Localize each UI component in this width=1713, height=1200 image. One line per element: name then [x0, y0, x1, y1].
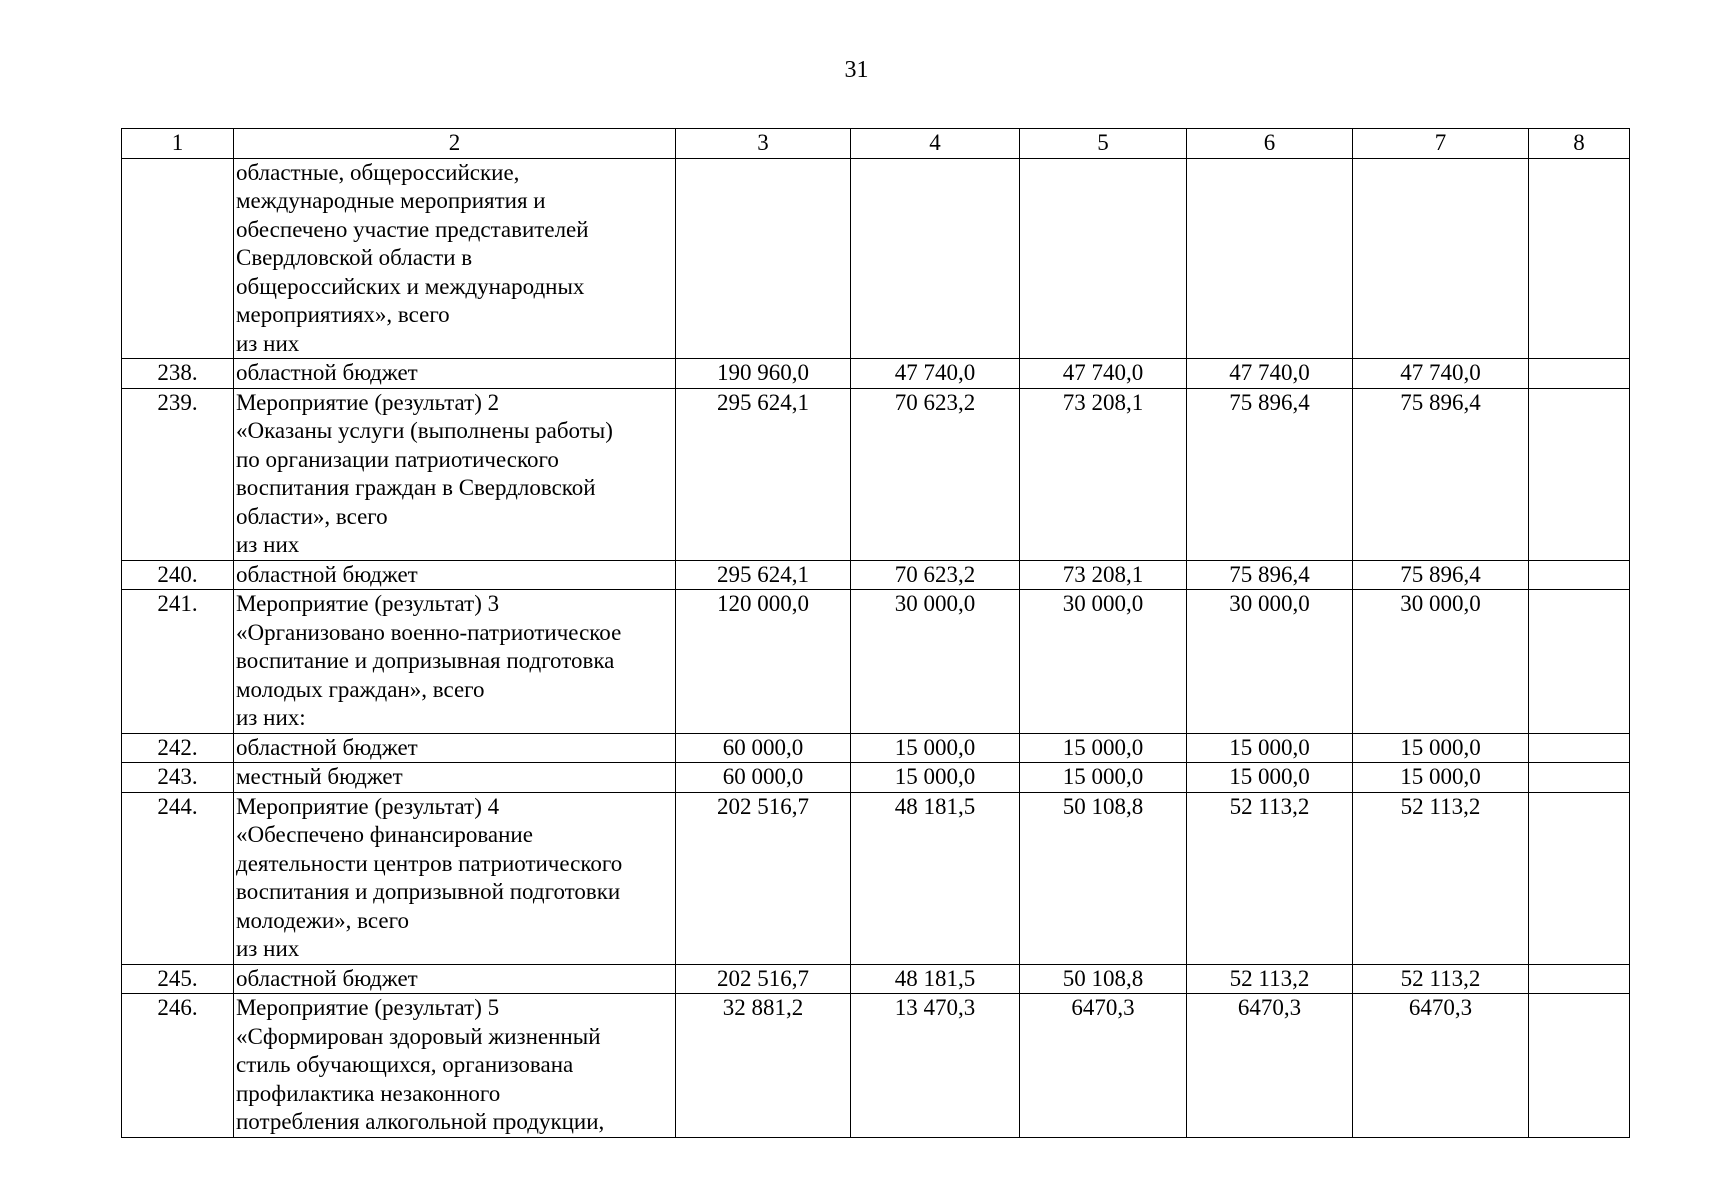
value-cell-col-7: 15 000,0: [1353, 763, 1529, 793]
description-line: Мероприятие (результат) 4: [236, 793, 500, 819]
page-number: 31: [844, 57, 869, 83]
description-line: областной бюджет: [236, 734, 418, 760]
description-line: из них: [236, 330, 300, 356]
row-number: 243.: [122, 763, 234, 793]
value-cell-col-6: 30 000,0: [1187, 590, 1353, 734]
description-line: местный бюджет: [236, 764, 403, 789]
value-cell-col-7: 52 113,2: [1353, 792, 1529, 964]
value-cell-col-8: [1529, 560, 1630, 590]
row-number: 245.: [122, 964, 234, 994]
value-cell-col-3: [676, 158, 851, 359]
value-cell-col-5: 50 108,8: [1020, 792, 1187, 964]
column-header: 2: [234, 129, 676, 159]
column-header: 1: [122, 129, 234, 159]
value-cell-col-8: [1529, 590, 1630, 734]
description-line: Мероприятие (результат) 5: [236, 995, 500, 1020]
value-cell-col-5: 30 000,0: [1020, 590, 1187, 734]
value-cell-col-5: 47 740,0: [1020, 359, 1187, 389]
value-cell-col-3: 32 881,2: [676, 994, 851, 1138]
row-description: [234, 733, 676, 763]
header-row: [122, 129, 1630, 159]
value-cell-col-7: 30 000,0: [1353, 590, 1529, 734]
table-row: [122, 763, 1630, 793]
value-cell-col-5: 73 208,1: [1020, 560, 1187, 590]
value-cell-col-5: 6470,3: [1020, 994, 1187, 1138]
value-cell-col-4: 70 623,2: [851, 560, 1020, 590]
description-line: «Организовано военно-патриотическое: [236, 619, 622, 645]
description-line: областные, общероссийские,: [236, 159, 520, 185]
value-cell-col-3: 202 516,7: [676, 792, 851, 964]
row-number: 246.: [122, 994, 234, 1138]
description-line: молодых граждан», всего: [236, 676, 485, 702]
budget-table: [121, 128, 1630, 1138]
description-line: стиль обучающихся, организована: [236, 1052, 574, 1077]
value-cell-col-5: 50 108,8: [1020, 964, 1187, 994]
row-description: [234, 158, 676, 359]
value-cell-col-8: [1529, 733, 1630, 763]
value-cell-col-5: 15 000,0: [1020, 733, 1187, 763]
description-line: деятельности центров патриотического: [236, 850, 623, 876]
value-cell-col-5: 73 208,1: [1020, 388, 1187, 560]
description-line: обеспечено участие представителей: [236, 216, 589, 242]
value-cell-col-4: [851, 158, 1020, 359]
row-description: [234, 763, 676, 793]
row-description: [234, 964, 676, 994]
value-cell-col-6: 52 113,2: [1187, 964, 1353, 994]
row-description: [234, 359, 676, 389]
value-cell-col-6: 15 000,0: [1187, 763, 1353, 793]
description-line: общероссийских и международных: [236, 273, 585, 299]
description-line: по организации патриотического: [236, 446, 559, 472]
value-cell-col-6: [1187, 158, 1353, 359]
description-line: потребления алкогольной продукции,: [236, 1109, 605, 1134]
value-cell-col-4: 13 470,3: [851, 994, 1020, 1138]
table-row: [122, 733, 1630, 763]
value-cell-col-6: 75 896,4: [1187, 560, 1353, 590]
value-cell-col-7: 75 896,4: [1353, 388, 1529, 560]
value-cell-col-4: 15 000,0: [851, 763, 1020, 793]
value-cell-col-6: 47 740,0: [1187, 359, 1353, 389]
description-line: молодежи», всего: [236, 907, 409, 933]
value-cell-col-8: [1529, 964, 1630, 994]
value-cell-col-8: [1529, 359, 1630, 389]
value-cell-col-6: 52 113,2: [1187, 792, 1353, 964]
value-cell-col-3: 190 960,0: [676, 359, 851, 389]
value-cell-col-7: 75 896,4: [1353, 560, 1529, 590]
table-row: [122, 359, 1630, 389]
row-number: 239.: [122, 388, 234, 560]
value-cell-col-6: 6470,3: [1187, 994, 1353, 1138]
value-cell-col-3: 120 000,0: [676, 590, 851, 734]
row-number: 242.: [122, 733, 234, 763]
value-cell-col-3: 295 624,1: [676, 560, 851, 590]
description-line: из них:: [236, 705, 306, 730]
value-cell-col-8: [1529, 994, 1630, 1138]
row-number: 244.: [122, 792, 234, 964]
value-cell-col-7: 6470,3: [1353, 994, 1529, 1138]
row-description: [234, 590, 676, 734]
description-line: Свердловской области в: [236, 245, 473, 270]
value-cell-col-4: 70 623,2: [851, 388, 1020, 560]
value-cell-col-6: 15 000,0: [1187, 733, 1353, 763]
table-body: [122, 129, 1630, 1138]
row-number: 238.: [122, 359, 234, 389]
column-header: 4: [851, 129, 1020, 159]
table-row: [122, 792, 1630, 964]
value-cell-col-6: 75 896,4: [1187, 388, 1353, 560]
description-line: «Оказаны услуги (выполнены работы): [236, 418, 613, 443]
row-description: [234, 994, 676, 1138]
description-line: воспитания и допризывной подготовки: [236, 879, 621, 904]
value-cell-col-7: 47 740,0: [1353, 359, 1529, 389]
value-cell-col-4: 30 000,0: [851, 590, 1020, 734]
table-row: [122, 964, 1630, 994]
description-line: областной бюджет: [236, 965, 418, 991]
table-row: [122, 994, 1630, 1138]
column-header: 5: [1020, 129, 1187, 159]
description-line: воспитания граждан в Свердловской: [236, 475, 596, 500]
description-line: Мероприятие (результат) 2: [236, 389, 500, 415]
description-line: «Сформирован здоровый жизненный: [236, 1023, 601, 1049]
value-cell-col-5: 15 000,0: [1020, 763, 1187, 793]
value-cell-col-4: 47 740,0: [851, 359, 1020, 389]
value-cell-col-8: [1529, 792, 1630, 964]
value-cell-col-4: 48 181,5: [851, 792, 1020, 964]
value-cell-col-4: 48 181,5: [851, 964, 1020, 994]
row-number: 241.: [122, 590, 234, 734]
description-line: международные мероприятия и: [236, 188, 546, 213]
row-number: 240.: [122, 560, 234, 590]
description-line: области», всего: [236, 503, 388, 529]
value-cell-col-4: 15 000,0: [851, 733, 1020, 763]
column-header: 3: [676, 129, 851, 159]
value-cell-col-7: 15 000,0: [1353, 733, 1529, 763]
value-cell-col-8: [1529, 388, 1630, 560]
table-row: [122, 388, 1630, 560]
description-line: из них: [236, 936, 300, 961]
value-cell-col-7: 52 113,2: [1353, 964, 1529, 994]
row-description: [234, 388, 676, 560]
value-cell-col-3: 295 624,1: [676, 388, 851, 560]
value-cell-col-7: [1353, 158, 1529, 359]
description-line: «Обеспечено финансирование: [236, 822, 533, 847]
row-number: [122, 158, 234, 359]
value-cell-col-3: 202 516,7: [676, 964, 851, 994]
description-line: Мероприятие (результат) 3: [236, 591, 500, 616]
column-header: 6: [1187, 129, 1353, 159]
description-line: мероприятиях», всего: [236, 302, 450, 327]
description-line: воспитание и допризывная подготовка: [236, 648, 615, 673]
table-row: [122, 590, 1630, 734]
row-description: [234, 792, 676, 964]
table-row: [122, 560, 1630, 590]
description-line: областной бюджет: [236, 360, 418, 385]
column-header: 7: [1353, 129, 1529, 159]
description-line: профилактика незаконного: [236, 1080, 501, 1106]
table-row: [122, 158, 1630, 359]
column-header: 8: [1529, 129, 1630, 159]
row-description: [234, 560, 676, 590]
value-cell-col-3: 60 000,0: [676, 733, 851, 763]
description-line: областной бюджет: [236, 561, 418, 587]
value-cell-col-8: [1529, 158, 1630, 359]
value-cell-col-3: 60 000,0: [676, 763, 851, 793]
value-cell-col-8: [1529, 763, 1630, 793]
description-line: из них: [236, 532, 300, 557]
value-cell-col-5: [1020, 158, 1187, 359]
